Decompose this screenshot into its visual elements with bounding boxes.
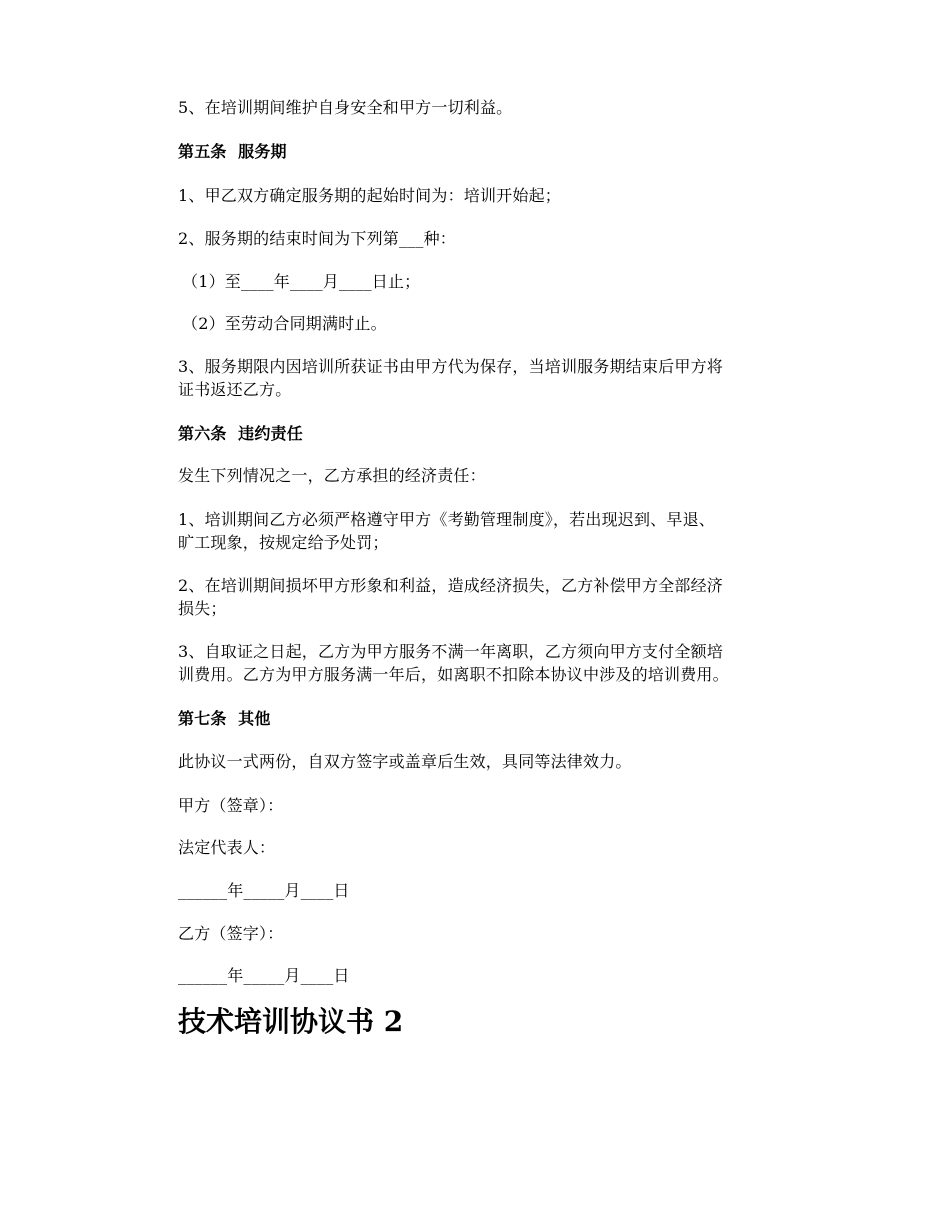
article-6-item-2-line-2: 损失； <box>178 599 227 618</box>
legal-representative-label: 法定代表人： <box>178 838 276 857</box>
article-6-item-2-line-1: 2、在培训期间损坏甲方形象和利益，造成经济损失，乙方补偿甲方全部经济 <box>178 576 723 595</box>
article-7-item-1: 此协议一式两份，自双方签字或盖章后生效，具同等法律效力。 <box>178 752 632 771</box>
party-a-date-line: ______年_____月____日 <box>178 881 350 900</box>
party-a-signature-label: 甲方（签章）： <box>178 796 284 815</box>
article-6-item-3-line-1: 3、自取证之日起，乙方为甲方服务不满一年离职，乙方须向甲方支付全额培 <box>178 642 723 661</box>
article-6-item-3-line-2: 训费用。乙方为甲方服务满一年后，如离职不扣除本协议中涉及的培训费用。 <box>178 665 729 684</box>
clause-4-item-5: 5、在培训期间维护自身安全和甲方一切利益。 <box>178 98 513 117</box>
article-6-item-1-line-1: 1、培训期间乙方必须严格遵守甲方《考勤管理制度》，若出现迟到、早退、 <box>178 510 715 529</box>
article-5-item-2-option-1: （1）至____年____月____日止； <box>182 272 421 291</box>
article-5-item-1: 1、甲乙双方确定服务期的起始时间为：培训开始起； <box>178 186 561 205</box>
article-5-item-2: 2、服务期的结束时间为下列第___种： <box>178 229 456 248</box>
article-5-item-2-option-2: （2）至劳动合同期满时止。 <box>182 314 387 333</box>
article-5-heading: 第五条 服务期 <box>178 142 287 161</box>
article-6-heading: 第六条 违约责任 <box>178 424 303 443</box>
article-6-intro: 发生下列情况之一，乙方承担的经济责任： <box>178 466 486 485</box>
party-b-signature-label: 乙方（签字）： <box>178 924 284 943</box>
article-5-item-3-line-1: 3、服务期限内因培训所获证书由甲方代为保存，当培训服务期结束后甲方将 <box>178 357 723 376</box>
article-5-item-3-line-2: 证书返还乙方。 <box>178 380 292 399</box>
article-6-item-1-line-2: 旷工现象，按规定给予处罚； <box>178 533 389 552</box>
article-7-heading: 第七条 其他 <box>178 709 271 728</box>
party-b-date-line: ______年_____月____日 <box>178 966 350 985</box>
next-document-title: 技术培训协议书 2 <box>178 1005 404 1038</box>
